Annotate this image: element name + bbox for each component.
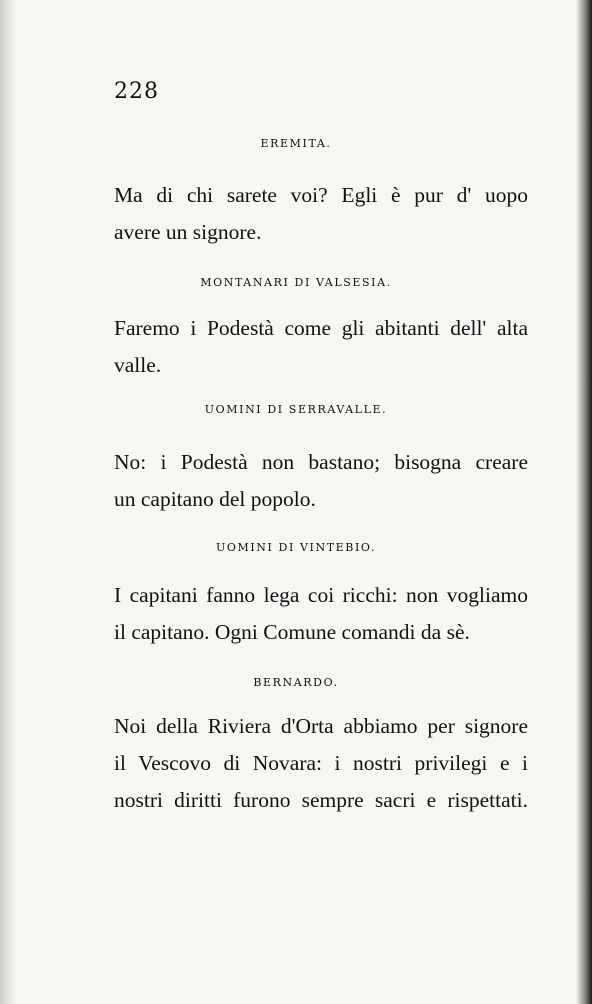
page-right-edge: [576, 0, 592, 1004]
speech-line: Noi della Riviera d'Orta abbiamo per signore: [114, 714, 528, 738]
speech-line: No: i Podestà non bastano; bisogna creare: [114, 450, 528, 474]
speech-line: valle.: [114, 353, 162, 377]
speech-line: il Vescovo di Novara: i nostri privilegi e i: [114, 751, 528, 775]
speech-line: il capitano. Ogni Comune comandi da sè.: [114, 620, 470, 644]
speech-uomini-di-vintebio: [114, 577, 528, 651]
speech-line: un capitano del popolo.: [114, 487, 316, 511]
speaker-bernardo: BERNARDO.: [253, 676, 339, 689]
speaker-montanari-di-valsesia: MONTANARI DI VALSESIA.: [200, 276, 392, 289]
speech-line: Ma di chi sarete voi? Egli è pur d' uopo: [114, 183, 528, 207]
speech-line: Faremo i Podestà come gli abitanti dell' alta: [114, 316, 528, 340]
speech-line: avere un signore.: [114, 220, 262, 244]
page-left-edge: [0, 0, 18, 1004]
speech-bernardo: [114, 708, 528, 819]
page-number: 228: [114, 79, 159, 104]
speaker-uomini-di-vintebio: UOMINI DI VINTEBIO.: [215, 541, 376, 554]
speaker-eremita: EREMITA.: [260, 137, 332, 150]
speech-uomini-di-serravalle: [114, 444, 528, 518]
speech-montanari-di-valsesia: [114, 310, 528, 384]
speech-line: nostri diritti furono sempre sacri e rispettati.: [114, 788, 528, 812]
speech-line: I capitani fanno lega coi ricchi: non vogliamo: [114, 583, 528, 607]
speaker-uomini-di-serravalle: UOMINI DI SERRAVALLE.: [204, 403, 388, 416]
speech-eremita: [114, 177, 528, 251]
